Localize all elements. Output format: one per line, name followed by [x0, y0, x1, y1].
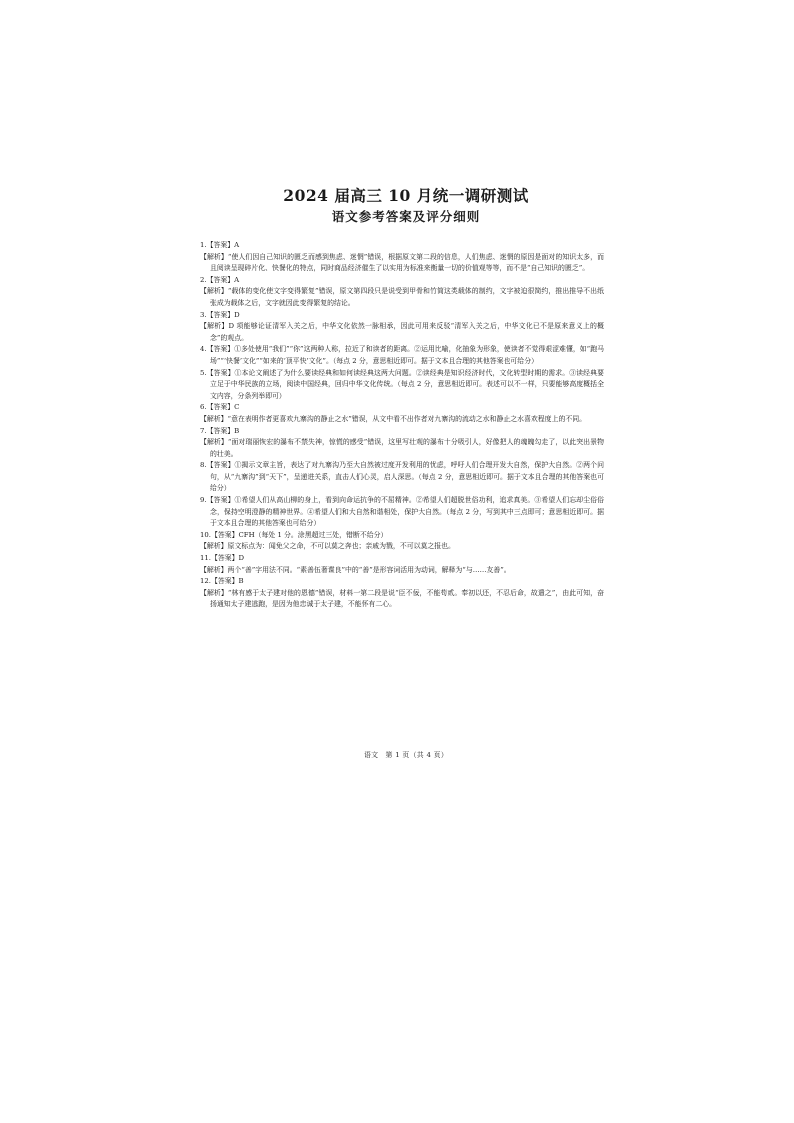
answer-line: 9.【答案】①希望人们从高山柳的身上，看到向命运抗争的不屈精神。②希望人们超脱世俗功利，追求真美。③希望人们忘却尘俗俗念，保持空明澄静的精神世界。④希望人们和大自然和谐相处，保护大自然。（每点 2 分，写到其中三点即可；意思相近即可。据于文本且合理的其他答案也可给分） [200, 496, 604, 528]
answer-item-11 [200, 553, 604, 576]
document-subtitle: 语文参考答案及评分细则 [331, 209, 481, 224]
answer-item-3 [200, 310, 604, 345]
answer-item-7 [200, 426, 604, 461]
answer-item-5 [200, 368, 604, 403]
answer-line: 12.【答案】B [200, 577, 244, 586]
answer-item-2 [200, 275, 604, 310]
answer-item-4 [200, 344, 604, 367]
answer-item-9 [200, 495, 604, 530]
analysis-text: 【解析】“载体的变化使文字变得繁复”错误，原文第四段只是说受到甲骨和竹简这类载体的制约，文字被迫很简约，推出推导不出纸张成为载体之后，文字就因此变得繁复的结论。 [200, 287, 604, 307]
answer-line: 8.【答案】①揭示文章主旨，表达了对九寨沟乃至大自然被过度开发利用的忧虑，呼吁人们合理开发大自然，保护大自然。②两个问句，从“九寨沟”到“天下”，呈递进关系，直击人们心灵，启人深思。（每点 2 分，意思相近即可。据于文本且合理的其他答案也可给分） [200, 461, 604, 493]
analysis-text: 【解析】“林有感于太子建对他的恩德”错误，材料一第二段是说“臣不佞，不能苟贰。奉初以还，不忍后命，故遣之”，由此可知，奋扬通知太子建逃跑，是因为他忠诚于太子建，不能怀有二心。 [200, 588, 604, 609]
analysis-text: 【解析】原文标点为：闻免父之命，不可以莫之奔也；亲戚为戮，不可以莫之报也。 [200, 542, 455, 551]
answer-item-8 [200, 460, 604, 495]
answer-item-1 [200, 240, 604, 275]
answer-item-12 [200, 576, 604, 611]
answer-line: 11.【答案】D [200, 554, 245, 563]
answer-list [200, 240, 604, 611]
answer-line: 1.【答案】A [200, 241, 240, 249]
analysis-text: 【解析】“使人们因自己知识的匮乏而感到焦虑、迷惘”错误，根据原文第二段的信息，人们焦虑、迷惘的原因是面对的知识太多，而且阅读呈现碎片化、快餐化的特点，同时商品经济催生了以实用为标准来衡量一切的价值观等等，而不是“自己知识的匮乏”。 [200, 252, 604, 273]
answer-line: 10.【答案】CFH（每处 1 分。涂黑超过三处，错断不给分） [200, 530, 388, 539]
analysis-text: 【解析】两个“善”字用法不同。“素善伍奢谍良”中的“善”是形容词活用为动词，解释为“与……友善”。 [200, 565, 511, 574]
answer-item-10 [200, 530, 604, 553]
analysis-text: 【解析】“意在表明作者更喜欢九寨沟的静止之水”错误，从文中看不出作者对九寨沟的流动之水和静止之水喜欢程度上的不同。 [200, 414, 587, 423]
analysis-text: 【解析】“面对瑞丽恢宏的瀑布不禁失神，惊慌的感受”错误，这里写壮观的瀑布十分吸引人，好像把人的魂魄勾走了，以此突出景物的壮美。 [200, 438, 604, 458]
answer-item-6 [200, 402, 604, 425]
answer-line: 3.【答案】D [200, 310, 240, 319]
answer-key-sheet [200, 178, 612, 768]
document-title: 2024 届高三 10 月统一调研测试 [283, 186, 529, 205]
page-footer: 语文 第 1 页（共 4 页） [363, 751, 449, 759]
answer-line: 6.【答案】C [200, 403, 240, 412]
answer-line: 2.【答案】A [200, 275, 240, 284]
analysis-text: 【解析】D 项能够论证清军入关之后，中华文化依然一脉相承，因此可用来反驳“清军入关之后，中华文化已不是原来意义上的概念”的观点。 [200, 322, 604, 342]
answer-line: 7.【答案】B [200, 426, 240, 435]
answer-line: 4.【答案】①多处使用“我们”“你”这两种人称，拉近了和读者的距离。②运用比喻，化抽象为形象，使读者不觉得艰涩难懂，如“跑马场”“‘快餐’文化”“如来的‘顶平快’文化”。（每点 2 分，意思相近即可。据于文本且合理的其他答案也可给分） [200, 345, 604, 365]
answer-line: 5.【答案】①本论文阐述了为什么要读经典和如何读经典这两大问题。②读经典是知识经济时代，文化转型时期的需求。③读经典要立足于中华民族的立场，阅读中国经典，回归中华文化传统。（每点 2 分，意思相近即可。表述可以不一样，只要能够高度概括全文内容，分条列举即可） [200, 368, 604, 400]
